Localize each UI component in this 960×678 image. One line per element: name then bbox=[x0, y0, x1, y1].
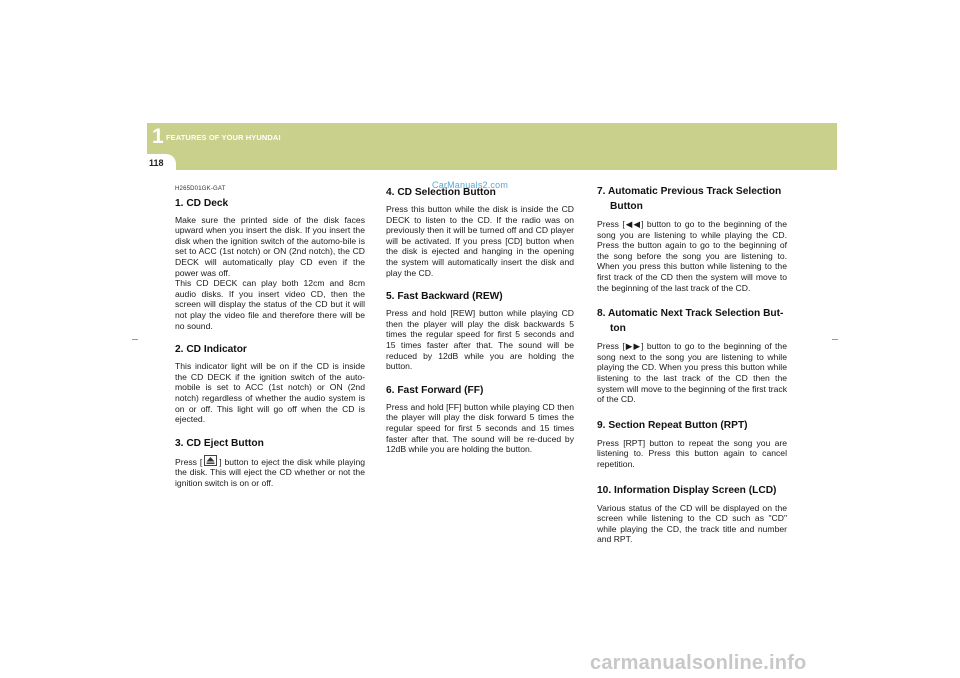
information-display-body: Various status of the CD will be displayed on the screen while listening to the CD such as "CD" while playing the CD, the track title and number and RPT. bbox=[597, 502, 787, 545]
heading-cd-selection: 4. CD Selection Button bbox=[386, 187, 496, 198]
cd-indicator-body: This indicator light will be on if the CD is inside the CD DECK if the ignition switch of the auto-mobile is set to ACC (1st notch) or ON (2nd notch) regardless of whether the audio system is on or off. This light will go off when the CD is ejected. bbox=[175, 361, 365, 425]
heading-information-display: 10. Information Display Screen (LCD) bbox=[597, 484, 777, 496]
chapter-header-band bbox=[147, 123, 837, 170]
heading-cd-eject: 3. CD Eject Button bbox=[175, 437, 264, 449]
heading-previous-track-line2: Button bbox=[610, 201, 643, 212]
heading-next-track-line2: ton bbox=[610, 323, 626, 335]
margin-tick-right bbox=[832, 339, 838, 340]
cd-deck-body-2: This CD DECK can play both 12cm and 8cm audio disks. If you insert video CD, then the screen will display the status of the CD but it will not play the video file and therefore there will be no sound. bbox=[175, 278, 365, 331]
column-3 bbox=[597, 184, 787, 558]
section-code: H265D01GK-GAT bbox=[175, 186, 226, 192]
section-repeat-body: Press [RPT] button to repeat the song you are listening to. Press this button again to cancel repetition. bbox=[597, 437, 787, 469]
fast-backward-body: Press and hold [REW] button while playing CD then the player will play the disk backwards 5 times the regular speed for first 5 seconds and 15 times faster after that. The sound will be reduced by 12dB while you are holding the button. bbox=[386, 308, 574, 372]
cd-selection-body: Press this button while the disk is inside the CD DECK to listen to the CD. If the radio was on previously then it will be turned off and CD player will be activated. If you press [CD] button when the disk is ejected and hanging in the opening the system will automatically insert the disk and play the CD. bbox=[386, 204, 574, 278]
heading-next-track bbox=[597, 306, 787, 336]
previous-track-body: Press [◀◀] button to go to the beginning of the song you are listening to while playing the CD. Press the button again to go to the beginning of the song before the song you are listening to. When you press this button while listening to the first track of the CD then the system will move to the beginning of the last track of the CD. bbox=[597, 219, 787, 293]
margin-tick-left bbox=[132, 339, 138, 340]
heading-previous-track bbox=[597, 184, 787, 214]
eject-text-post: ] button to eject the disk while playing the disk. This will eject the CD whether or not the ignition switch is on or off. bbox=[175, 456, 365, 488]
heading-section-repeat: 9. Section Repeat Button (RPT) bbox=[597, 419, 748, 431]
heading-next-track-line1: 8. Automatic Next Track Selection But- bbox=[597, 308, 784, 320]
fast-forward-body: Press and hold [FF] button while playing CD then the player will play the disk forward 5 times the regular speed for first 5 seconds and 15 times faster after that. The sound will be re-duced by 12dB while you are holding the button. bbox=[386, 401, 574, 455]
heading-fast-forward: 6. Fast Forward (FF) bbox=[386, 384, 484, 396]
cd-eject-body bbox=[175, 455, 365, 489]
eject-text-pre: Press [ bbox=[175, 456, 203, 467]
watermark-top: CarManuals2.com bbox=[432, 180, 509, 190]
heading-previous-track-line1: 7. Automatic Previous Track Selection bbox=[597, 186, 782, 197]
chapter-number: 1 bbox=[152, 125, 164, 148]
column-1 bbox=[175, 184, 365, 501]
page-number: 118 bbox=[149, 158, 164, 168]
heading-cd-deck: 1. CD Deck bbox=[175, 197, 229, 209]
next-track-body: Press [▶▶] button to go to the beginning of the song next to the song you are listening to while playing the CD. When you press this button while listening to the last track of the CD then the system will move to the beginning of the first track of the CD. bbox=[597, 341, 787, 405]
heading-cd-indicator: 2. CD Indicator bbox=[175, 344, 247, 356]
cd-deck-body: Make sure the printed side of the disk faces upward when you insert the disk. If you insert the disk when the ignition switch of the automo-bile is set to ACC (1st notch) or ON (2nd notch), the CD DECK will automatically play CD even if the power was off. bbox=[175, 214, 365, 278]
watermark-bottom: carmanualsonline.info bbox=[590, 652, 807, 674]
eject-icon bbox=[204, 455, 217, 466]
heading-fast-backward: 5. Fast Backward (REW) bbox=[386, 291, 503, 303]
column-2 bbox=[386, 187, 574, 468]
chapter-title: FEATURES OF YOUR HYUNDAI bbox=[166, 133, 281, 142]
